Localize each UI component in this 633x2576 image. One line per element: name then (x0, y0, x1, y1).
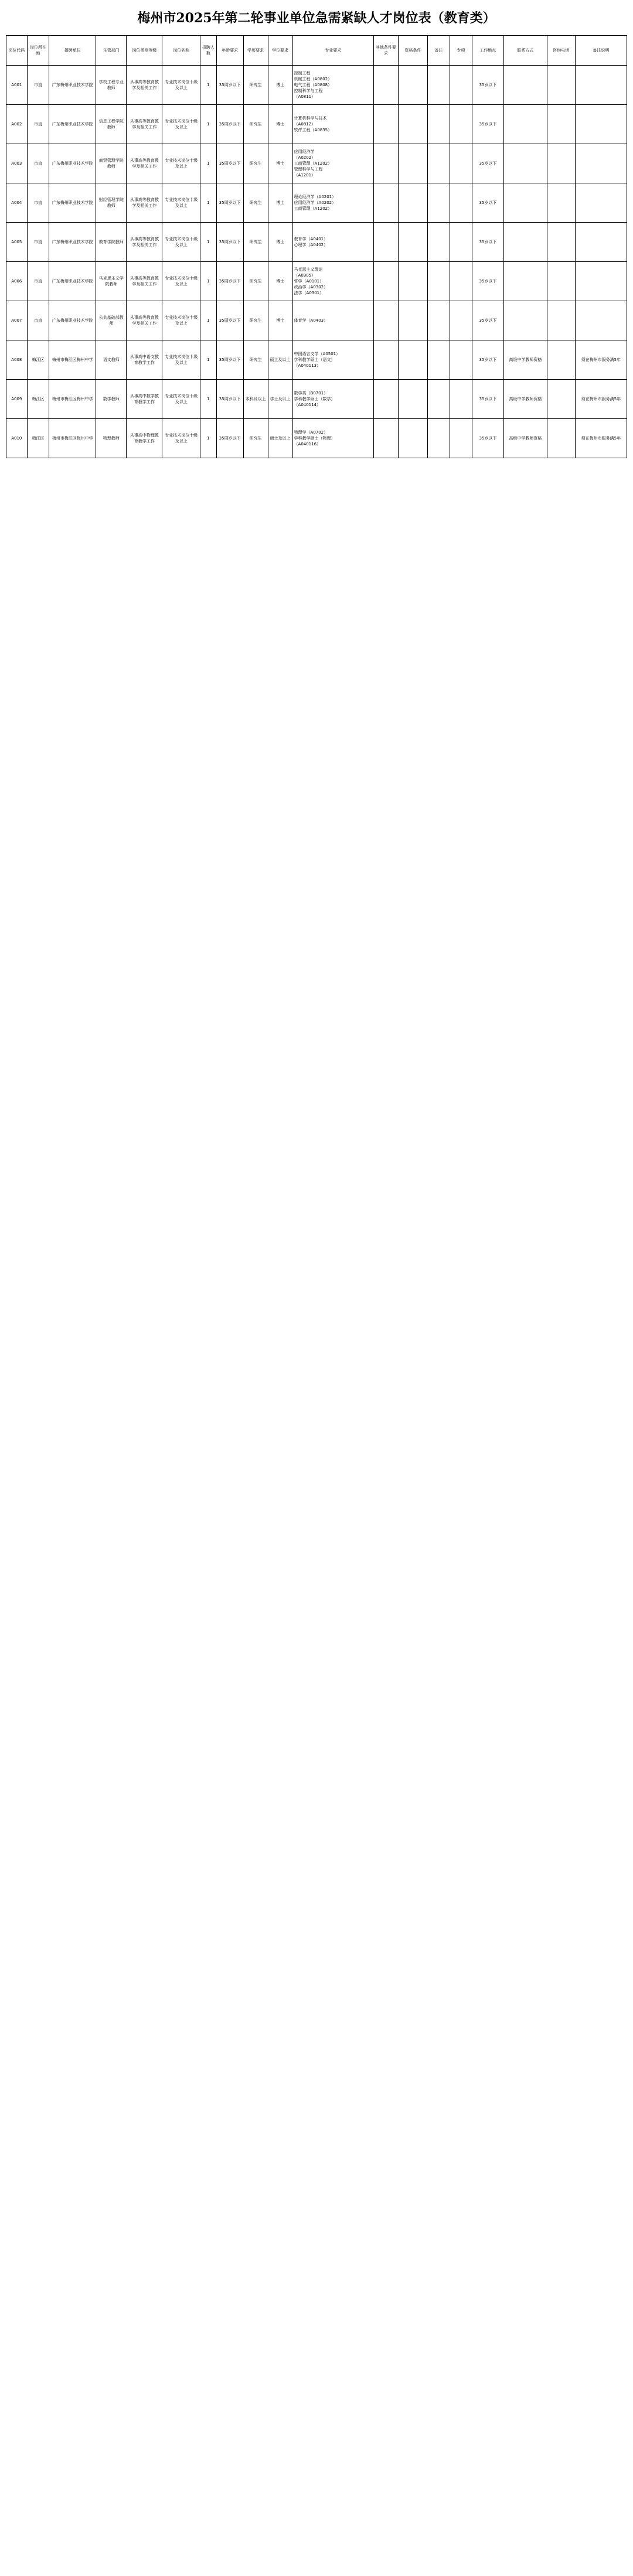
degree-cell: 博士 (268, 144, 292, 183)
special-cell (450, 301, 472, 340)
column-header: 岗位类别等级 (127, 36, 162, 66)
table-row (6, 419, 627, 458)
department-cell: 学校工程专业教师 (96, 66, 127, 105)
job-category-cell: 从事高等教育教学及相关工作 (127, 183, 162, 223)
location-cell: 梅江区 (27, 380, 49, 419)
hiring-unit-cell: 广东梅州职业技术学院 (49, 262, 96, 301)
job-category-cell: 从事高等教育教学及相关工作 (127, 66, 162, 105)
phone-cell (547, 144, 575, 183)
headcount-cell: 1 (200, 301, 216, 340)
contact-cell (504, 105, 547, 144)
education-cell: 研究生 (243, 144, 268, 183)
location-cell: 市直 (27, 262, 49, 301)
education-cell: 研究生 (243, 183, 268, 223)
age-requirement-cell: 35周岁以下 (216, 301, 243, 340)
major-requirement-cell: 应用经济学 （A0202） 工商管理（A1202） 管理科学与工程 （A1201） (292, 144, 373, 183)
position-code-cell: A009 (6, 380, 28, 419)
page-title: 梅州市2025年第二轮事业单位急需紧缺人才岗位表（教育类） (137, 11, 496, 26)
other-requirement-cell (373, 380, 398, 419)
education-cell: 研究生 (243, 105, 268, 144)
note-cell (428, 262, 450, 301)
age-requirement-cell: 35周岁以下 (216, 419, 243, 458)
position-code-cell: A008 (6, 340, 28, 380)
job-category-cell: 从事高等教育教学及相关工作 (127, 301, 162, 340)
contact-cell (504, 223, 547, 262)
major-requirement-cell: 体育学（A0403） (292, 301, 373, 340)
position-code-cell: A003 (6, 144, 28, 183)
column-header: 工作地点 (472, 36, 504, 66)
remark-cell: 须在梅州市服务满5年 (575, 380, 627, 419)
special-cell (450, 66, 472, 105)
education-cell: 本科及以上 (243, 380, 268, 419)
job-category-cell: 从事高等教育教学及相关工作 (127, 144, 162, 183)
age-requirement-cell: 35周岁以下 (216, 183, 243, 223)
note-cell (428, 144, 450, 183)
post-level-cell: 专业技术岗位十级及以上 (162, 144, 200, 183)
workplace-cell: 35岁以下 (472, 105, 504, 144)
major-requirement-cell: 控制工程 机械工程（A0802） 电气工程（A0808） 控制科学与工程 （A0811） (292, 66, 373, 105)
other-requirement-cell (373, 262, 398, 301)
location-cell: 市直 (27, 301, 49, 340)
note-cell (428, 183, 450, 223)
column-header: 年龄要求 (216, 36, 243, 66)
qualification-cell (398, 223, 427, 262)
special-cell (450, 262, 472, 301)
headcount-cell: 1 (200, 144, 216, 183)
position-code-cell: A010 (6, 419, 28, 458)
remark-cell (575, 105, 627, 144)
table-row (6, 183, 627, 223)
column-header: 联系方式 (504, 36, 547, 66)
headcount-cell: 1 (200, 262, 216, 301)
department-cell: 语文教师 (96, 340, 127, 380)
post-level-cell: 专业技术岗位十级及以上 (162, 301, 200, 340)
hiring-unit-cell: 广东梅州职业技术学院 (49, 66, 96, 105)
department-cell: 教育学院教师 (96, 223, 127, 262)
phone-cell (547, 419, 575, 458)
position-code-cell: A001 (6, 66, 28, 105)
column-header: 学位要求 (268, 36, 292, 66)
position-code-cell: A007 (6, 301, 28, 340)
headcount-cell: 1 (200, 183, 216, 223)
job-category-cell: 从事高中物理教育教学工作 (127, 419, 162, 458)
degree-cell: 博士 (268, 66, 292, 105)
degree-cell: 博士 (268, 301, 292, 340)
qualification-cell (398, 340, 427, 380)
note-cell (428, 105, 450, 144)
workplace-cell: 35岁以下 (472, 144, 504, 183)
note-cell (428, 380, 450, 419)
contact-cell: 高级中学教师资格 (504, 340, 547, 380)
qualification-cell (398, 183, 427, 223)
major-requirement-cell: 计算机科学与技术 （A0812） 软件工程（A0835） (292, 105, 373, 144)
remark-cell (575, 144, 627, 183)
position-code-cell: A002 (6, 105, 28, 144)
education-cell: 研究生 (243, 262, 268, 301)
other-requirement-cell (373, 66, 398, 105)
location-cell: 市直 (27, 183, 49, 223)
special-cell (450, 380, 472, 419)
column-header: 备注说明 (575, 36, 627, 66)
age-requirement-cell: 35周岁以下 (216, 340, 243, 380)
special-cell (450, 183, 472, 223)
phone-cell (547, 340, 575, 380)
column-header: 咨询电话 (547, 36, 575, 66)
workplace-cell: 35岁以下 (472, 380, 504, 419)
other-requirement-cell (373, 105, 398, 144)
contact-cell (504, 262, 547, 301)
phone-cell (547, 301, 575, 340)
column-header: 专业要求 (292, 36, 373, 66)
headcount-cell: 1 (200, 105, 216, 144)
hiring-unit-cell: 梅州市梅江区梅州中学 (49, 419, 96, 458)
post-level-cell: 专业技术岗位十级及以上 (162, 183, 200, 223)
other-requirement-cell (373, 144, 398, 183)
other-requirement-cell (373, 340, 398, 380)
table-row (6, 105, 627, 144)
major-requirement-cell: 中国语言文学（A0501） 学科教学硕士（语文） （A040113） (292, 340, 373, 380)
job-category-cell: 从事高中语文教育教学工作 (127, 340, 162, 380)
position-code-cell: A004 (6, 183, 28, 223)
location-cell: 市直 (27, 223, 49, 262)
contact-cell (504, 66, 547, 105)
position-table (6, 35, 627, 458)
location-cell: 市直 (27, 66, 49, 105)
column-header: 招聘单位 (49, 36, 96, 66)
phone-cell (547, 262, 575, 301)
column-header: 岗位所在地 (27, 36, 49, 66)
qualification-cell (398, 144, 427, 183)
remark-cell: 须在梅州市服务满5年 (575, 419, 627, 458)
department-cell: 马克思主义学院教师 (96, 262, 127, 301)
table-row (6, 301, 627, 340)
headcount-cell: 1 (200, 66, 216, 105)
headcount-cell: 1 (200, 223, 216, 262)
post-level-cell: 专业技术岗位十级及以上 (162, 262, 200, 301)
position-code-cell: A005 (6, 223, 28, 262)
location-cell: 市直 (27, 144, 49, 183)
location-cell: 梅江区 (27, 419, 49, 458)
major-requirement-cell: 马克思主义理论 （A0305） 哲学（A0101） 政治学（A0302） 法学（A0301） (292, 262, 373, 301)
remark-cell (575, 66, 627, 105)
column-header: 主管部门 (96, 36, 127, 66)
other-requirement-cell (373, 183, 398, 223)
degree-cell: 硕士及以上 (268, 419, 292, 458)
other-requirement-cell (373, 419, 398, 458)
hiring-unit-cell: 广东梅州职业技术学院 (49, 105, 96, 144)
remark-cell: 须在梅州市服务满5年 (575, 340, 627, 380)
location-cell: 市直 (27, 105, 49, 144)
department-cell: 数学教师 (96, 380, 127, 419)
phone-cell (547, 223, 575, 262)
note-cell (428, 301, 450, 340)
remark-cell (575, 301, 627, 340)
qualification-cell (398, 301, 427, 340)
degree-cell: 学士及以上 (268, 380, 292, 419)
table-row (6, 262, 627, 301)
job-category-cell: 从事高等教育教学及相关工作 (127, 262, 162, 301)
hiring-unit-cell: 梅州市梅江区梅州中学 (49, 380, 96, 419)
workplace-cell: 35岁以下 (472, 183, 504, 223)
department-cell: 物理教师 (96, 419, 127, 458)
post-level-cell: 专业技术岗位十级及以上 (162, 380, 200, 419)
job-category-cell: 从事高中数学教育教学工作 (127, 380, 162, 419)
age-requirement-cell: 35周岁以下 (216, 380, 243, 419)
age-requirement-cell: 35周岁以下 (216, 223, 243, 262)
degree-cell: 博士 (268, 223, 292, 262)
special-cell (450, 144, 472, 183)
column-header: 资格条件 (398, 36, 427, 66)
degree-cell: 博士 (268, 262, 292, 301)
note-cell (428, 66, 450, 105)
table-row (6, 380, 627, 419)
note-cell (428, 340, 450, 380)
remark-cell (575, 223, 627, 262)
major-requirement-cell: 物理学（A0702） 学科教学硕士（物理） （A040116） (292, 419, 373, 458)
education-cell: 研究生 (243, 340, 268, 380)
education-cell: 研究生 (243, 301, 268, 340)
headcount-cell: 1 (200, 419, 216, 458)
contact-cell (504, 183, 547, 223)
column-header: 招聘人数 (200, 36, 216, 66)
qualification-cell (398, 66, 427, 105)
age-requirement-cell: 35周岁以下 (216, 144, 243, 183)
qualification-cell (398, 105, 427, 144)
degree-cell: 硕士及以上 (268, 340, 292, 380)
education-cell: 研究生 (243, 419, 268, 458)
headcount-cell: 1 (200, 340, 216, 380)
phone-cell (547, 380, 575, 419)
contact-cell (504, 144, 547, 183)
table-row (6, 66, 627, 105)
age-requirement-cell: 35周岁以下 (216, 66, 243, 105)
hiring-unit-cell: 广东梅州职业技术学院 (49, 223, 96, 262)
workplace-cell: 35岁以下 (472, 301, 504, 340)
column-header: 学历要求 (243, 36, 268, 66)
special-cell (450, 340, 472, 380)
note-cell (428, 223, 450, 262)
workplace-cell: 35岁以下 (472, 262, 504, 301)
position-code-cell: A006 (6, 262, 28, 301)
contact-cell (504, 301, 547, 340)
education-cell: 研究生 (243, 66, 268, 105)
department-cell: 财经管理学院教师 (96, 183, 127, 223)
post-level-cell: 专业技术岗位十级及以上 (162, 223, 200, 262)
hiring-unit-cell: 梅州市梅江区梅州中学 (49, 340, 96, 380)
major-requirement-cell: 理论经济学（A0201） 应用经济学（A0202） 工商管理（A1202） (292, 183, 373, 223)
note-cell (428, 419, 450, 458)
phone-cell (547, 105, 575, 144)
qualification-cell (398, 380, 427, 419)
special-cell (450, 105, 472, 144)
column-header: 其他条件要求 (373, 36, 398, 66)
remark-cell (575, 183, 627, 223)
contact-cell: 高级中学教师资格 (504, 419, 547, 458)
major-requirement-cell: 教育学（A0401） 心理学（A0402） (292, 223, 373, 262)
qualification-cell (398, 419, 427, 458)
phone-cell (547, 66, 575, 105)
phone-cell (547, 183, 575, 223)
column-header: 备注 (428, 36, 450, 66)
post-level-cell: 专业技术岗位十级及以上 (162, 105, 200, 144)
headcount-cell: 1 (200, 380, 216, 419)
column-header: 岗位名称 (162, 36, 200, 66)
degree-cell: 博士 (268, 105, 292, 144)
post-level-cell: 专业技术岗位十级及以上 (162, 340, 200, 380)
column-header: 专项 (450, 36, 472, 66)
hiring-unit-cell: 广东梅州职业技术学院 (49, 144, 96, 183)
other-requirement-cell (373, 301, 398, 340)
hiring-unit-cell: 广东梅州职业技术学院 (49, 301, 96, 340)
special-cell (450, 223, 472, 262)
workplace-cell: 35岁以下 (472, 223, 504, 262)
remark-cell (575, 262, 627, 301)
age-requirement-cell: 35周岁以下 (216, 105, 243, 144)
table-row (6, 144, 627, 183)
post-level-cell: 专业技术岗位十级及以上 (162, 419, 200, 458)
location-cell: 梅江区 (27, 340, 49, 380)
department-cell: 商贸管理学院教师 (96, 144, 127, 183)
post-level-cell: 专业技术岗位十级及以上 (162, 66, 200, 105)
table-row (6, 340, 627, 380)
education-cell: 研究生 (243, 223, 268, 262)
job-category-cell: 从事高等教育教学及相关工作 (127, 223, 162, 262)
hiring-unit-cell: 广东梅州职业技术学院 (49, 183, 96, 223)
department-cell: 信息工程学院教师 (96, 105, 127, 144)
table-body (6, 66, 627, 458)
column-header: 岗位代码 (6, 36, 28, 66)
department-cell: 公共基础部教师 (96, 301, 127, 340)
workplace-cell: 35岁以下 (472, 66, 504, 105)
table-header-row (6, 36, 627, 66)
special-cell (450, 419, 472, 458)
job-category-cell: 从事高等教育教学及相关工作 (127, 105, 162, 144)
degree-cell: 博士 (268, 183, 292, 223)
workplace-cell: 35岁以下 (472, 340, 504, 380)
workplace-cell: 35岁以下 (472, 419, 504, 458)
major-requirement-cell: 数学类（B0701） 学科教学硕士（数学） （A040114） (292, 380, 373, 419)
table-row (6, 223, 627, 262)
contact-cell: 高级中学教师资格 (504, 380, 547, 419)
age-requirement-cell: 35周岁以下 (216, 262, 243, 301)
other-requirement-cell (373, 223, 398, 262)
qualification-cell (398, 262, 427, 301)
